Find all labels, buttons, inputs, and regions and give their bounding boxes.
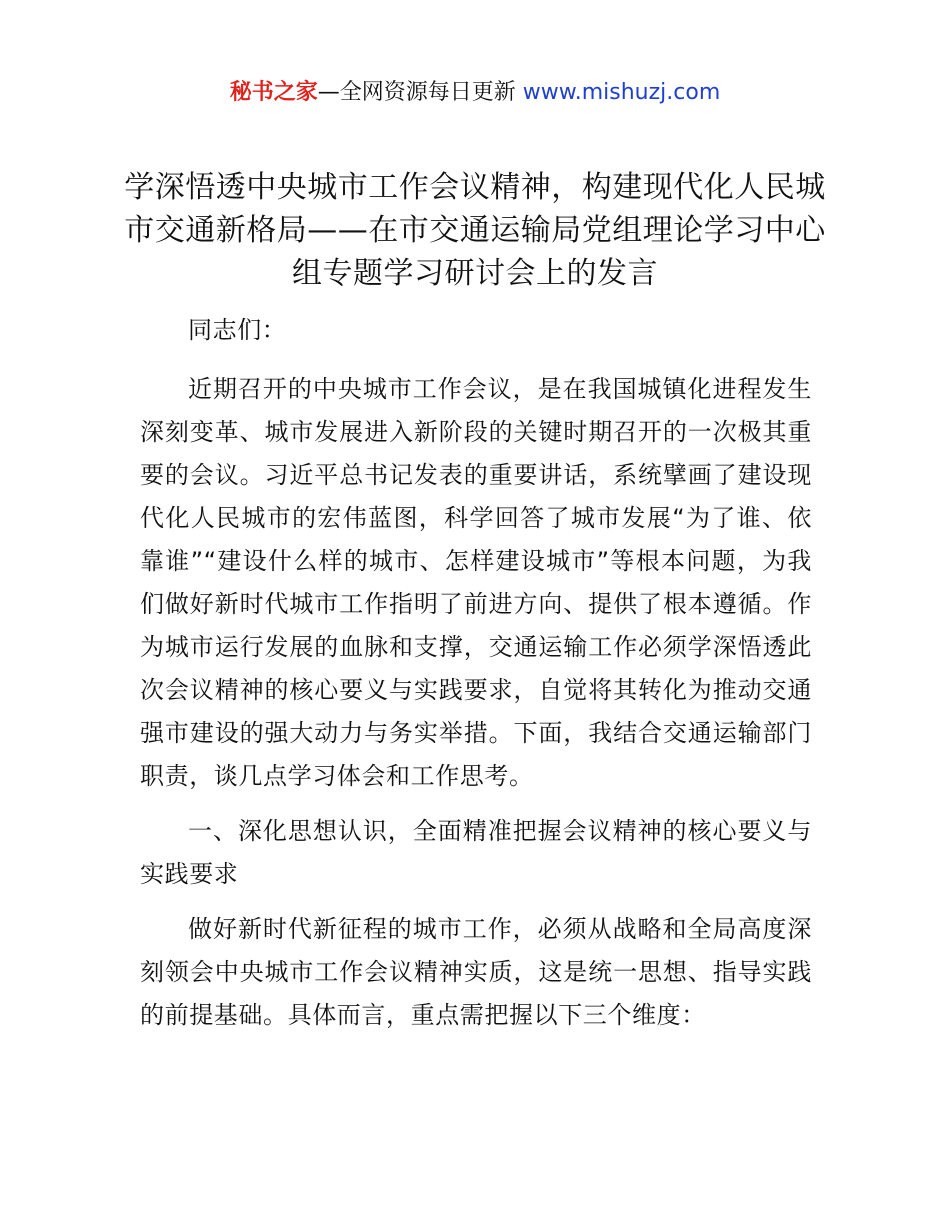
salutation: 同志们： (188, 316, 287, 344)
site-header (0, 78, 950, 108)
header-tagline: —全网资源每日更新 (317, 80, 516, 105)
section-heading-1: 一、深化思想认识，全面精准把握会议精神的核心要义与实践要求 (140, 817, 812, 888)
paragraph-intro: 近期召开的中央城市工作会议，是在我国城镇化进程发生深刻变革、城市发展进入新阶段的关键时期召开的一次极其重要的会议。习近平总书记发表的重要讲话，系统擘画了建设现代化人民城市的宏伟蓝图，科学回答了城市发展“为了谁、依靠谁”“建设什么样的城市、怎样建设城市”等根本问题，为我们做好新时代城市工作指明了前进方向、提供了根本遵循。作为城市运行发展的血脉和支撑，交通运输工作必须学深悟透此次会议精神的核心要义与实践要求，自觉将其转化为推动交通强市建设的强大动力与务实举措。下面，我结合交通运输部门职责，谈几点学习体会和工作思考。 (140, 375, 812, 790)
document-body (140, 309, 812, 1049)
document-title: 学深悟透中央城市工作会议精神，构建现代化人民城市交通新格局——在市交通运输局党组理论学习中心组专题学习研讨会上的发言 (124, 170, 826, 291)
paragraph-section-1: 做好新时代新征程的城市工作，必须从战略和全局高度深刻领会中央城市工作会议精神实质，这是统一思想、指导实践的前提基础。具体而言，重点需把握以下三个维度： (140, 915, 812, 1029)
site-url-link[interactable]: www.mishuzj.com (522, 80, 721, 105)
brand-name: 秘书之家 (229, 80, 318, 105)
